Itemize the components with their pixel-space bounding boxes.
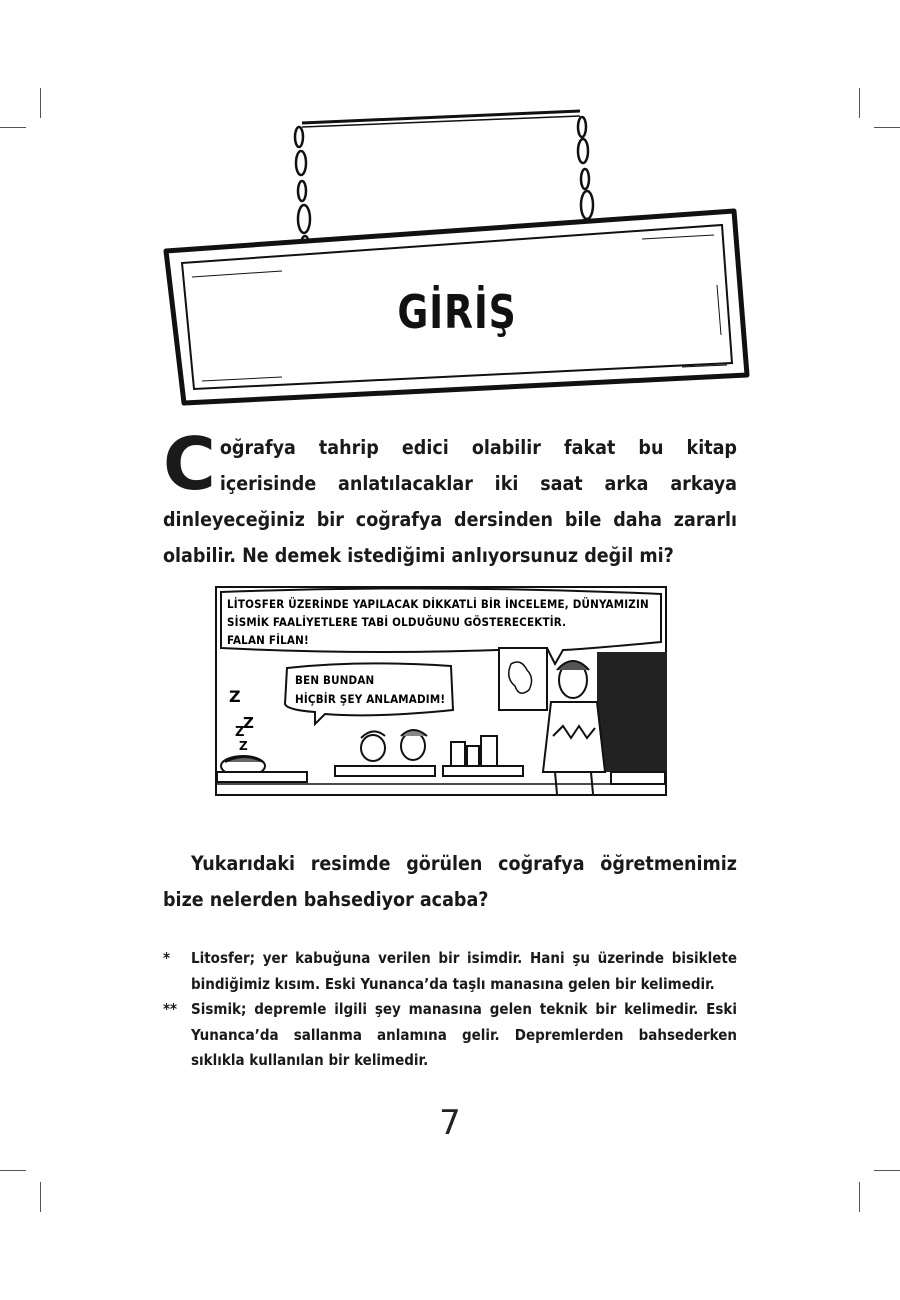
student-speech-line-2: HİÇBİR ŞEY ANLAMADIM! (295, 692, 446, 706)
footnote-text: Sismik; depremle ilgili şey manasına gelen teknik bir kelimedir. Eski Yunanca’da sallanma anlamına gelir. Depremlerden bahsederken sıklıkla kullanılan bir kelimedir. (191, 1000, 737, 1069)
chapter-title: GİRİŞ (397, 285, 517, 339)
page-number: 7 (439, 1103, 461, 1143)
footnote-mark: * (163, 949, 171, 967)
sleep-z: Z (239, 739, 248, 753)
sleep-z: Z (243, 714, 254, 732)
footnote (163, 997, 737, 1074)
intro-paragraph (163, 422, 737, 574)
question-paragraph: Yukarıdaki resimde görülen coğrafya öğretmenimiz bize nelerden bahsediyor acaba? (163, 852, 737, 911)
crop-mark (859, 88, 860, 118)
crop-mark (874, 1170, 900, 1171)
sleep-z: Z (235, 725, 245, 740)
chapter-sign (162, 105, 752, 410)
sleep-z: Z (229, 687, 241, 706)
drop-cap: C (163, 422, 216, 506)
hanging-sign-illustration (162, 105, 752, 410)
teacher-speech-line-1: LİTOSFER ÜZERİNDE YAPILACAK DİKKATLİ BİR İNCELEME, DÜNYAMIZIN (227, 597, 649, 611)
footnote-text: Litosfer; yer kabuğuna verilen bir isimdir. Hani şu üzerinde bisiklete bindiğimiz kısım. Eski Yunanca’da taşlı manasına gelen bir kelimedir. (191, 949, 737, 993)
chalkboard (597, 652, 667, 772)
footnote (163, 946, 737, 997)
crop-mark (40, 1182, 41, 1212)
crop-mark (874, 127, 900, 128)
student-speech-line-1: BEN BUNDAN (295, 673, 375, 687)
footnote-mark: ** (163, 1000, 178, 1018)
classroom-cartoon (215, 586, 667, 796)
crop-mark (0, 127, 26, 128)
intro-text: oğrafya tahrip edici olabilir fakat bu kitap içerisinde anlatılacaklar iki saat arka arkaya dinleyeceğiniz bir coğrafya dersinden bile daha zararlı olabilir. Ne demek istediğimi anlıyorsunuz değil mi? (163, 436, 737, 567)
wall-map (499, 648, 547, 710)
teacher-speech-line-3: FALAN FİLAN! (227, 633, 309, 647)
crop-mark (859, 1182, 860, 1212)
footnotes (163, 946, 737, 1074)
crop-mark (0, 1170, 26, 1171)
teacher-speech-line-2: SİSMİK FAALİYETLERE TABİ OLDUĞUNU GÖSTERECEKTİR. (227, 615, 567, 629)
crop-mark (40, 88, 41, 118)
